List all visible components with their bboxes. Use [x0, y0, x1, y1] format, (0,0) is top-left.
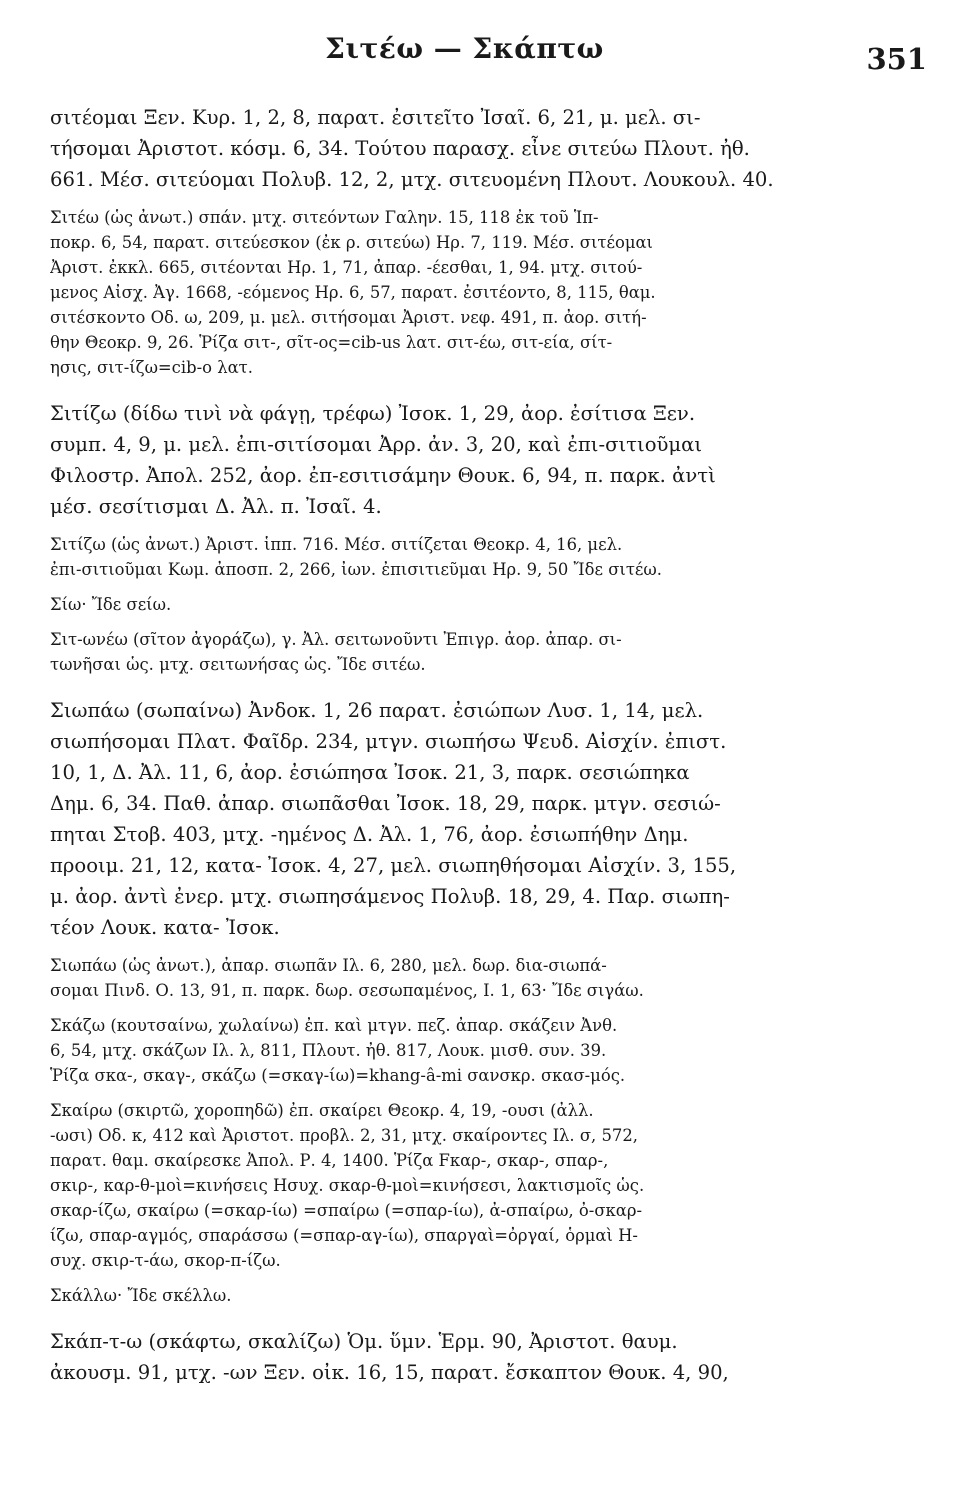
- entry-line: -ωσι) Οδ. κ, 412 καὶ Ἀριστοτ. προβλ. 2, 31, μτχ. σκαίροντες Ιλ. σ, 572,: [50, 1126, 638, 1145]
- entry-line: Σκαίρω (σκιρτῶ, χοροπηδῶ) ἐπ. σκαίρει Θεοκρ. 4, 19, -ουσι (ἀλλ.: [50, 1101, 594, 1120]
- entry-line: 661. Μέσ. σιτεύομαι Πολυβ. 12, 2, μτχ. σιτευομένη Πλουτ. Λουκουλ. 40.: [50, 168, 774, 191]
- entry-line: παρατ. θαμ. σκαίρεσκε Ἀπολ. Ρ. 4, 1400. Ῥίζα Fκαρ-, σκαρ-, σπαρ-,: [50, 1151, 609, 1170]
- entry-line: ἀκουσμ. 91, μτχ. -ων Ξεν. οἰκ. 16, 15, παρατ. ἔσκαπτον Θουκ. 4, 90,: [50, 1361, 729, 1384]
- dictionary-entry: [50, 205, 879, 380]
- entry-line: Σιτέω (ὡς ἀνωτ.) σπάν. μτχ. σιτεόντων Γαλην. 15, 118 ἐκ τοῦ Ἱπ-: [50, 208, 599, 227]
- entry-line: Σίω· Ἴδε σείω.: [50, 595, 172, 614]
- page-header: [50, 28, 927, 88]
- entry-line: Ἀριστ. ἐκκλ. 665, σιτέονται Ηρ. 1, 71, ἀπαρ. -έεσθαι, 1, 94. μτχ. σιτού-: [50, 258, 643, 277]
- entry-line: τωνῆσαι ὡς. μτχ. σειτωνήσας ὡς. Ἴδε σιτέω.: [50, 655, 426, 674]
- entry-line: πηται Στοβ. 403, μτχ. -ημένος Δ. Ἀλ. 1, 76, ἀορ. ἐσιωπήθην Δημ.: [50, 823, 689, 846]
- entry-line: σκαρ-ίζω, σκαίρω (=σκαρ-ίω) =σπαίρω (=σπαρ-ίω), ἀ-σπαίρω, ὀ-σκαρ-: [50, 1201, 643, 1220]
- entry-line: Σιτίζω (δίδω τινὶ νὰ φάγῃ, τρέφω) Ἰσοκ. 1, 29, ἀορ. ἐσίτισα Ξεν.: [50, 402, 696, 425]
- entry-line: Σιωπάω (ὡς ἀνωτ.), ἀπαρ. σιωπᾶν Ιλ. 6, 280, μελ. δωρ. δια-σιωπά-: [50, 956, 607, 975]
- entry-line: συμπ. 4, 9, μ. μελ. ἐπι-σιτίσομαι Ἀρρ. ἀν. 3, 20, καὶ ἐπι-σιτιοῦμαι: [50, 433, 703, 456]
- entry-line: σιτέσκοντο Οδ. ω, 209, μ. μελ. σιτήσομαι Ἀριστ. νεφ. 491, π. ἀορ. σιτή-: [50, 308, 647, 327]
- entry-line: σκιρ-, καρ-θ-μοὶ=κινήσεις Ησυχ. σκαρ-θ-μοὶ=κινήσεσι, λακτισμοῖς ὡς.: [50, 1176, 645, 1195]
- entry-line: ησις, σιτ-ίζω=cib-o λατ.: [50, 358, 253, 377]
- entry-line: Σκάλλω· Ἴδε σκέλλω.: [50, 1286, 232, 1305]
- dictionary-entry: [50, 592, 879, 617]
- running-head: Σιτέω — Σκάπτω: [325, 32, 604, 65]
- entry-line: μ. ἀορ. ἀντὶ ἐνερ. μτχ. σιωπησάμενος Πολυβ. 18, 29, 4. Παρ. σιωπη-: [50, 885, 730, 908]
- dictionary-entry: [50, 627, 879, 677]
- dictionary-entry: [50, 1098, 879, 1273]
- entry-line: Ῥίζα σκα-, σκαγ-, σκάζω (=σκαγ-ίω)=khang-â-mi σανσκρ. σκασ-μός.: [50, 1066, 626, 1085]
- entry-line: Σκάπ-τ-ω (σκάφτω, σκαλίζω) Ὁμ. ὕμν. Ἑρμ. 90, Ἀριστοτ. θαυμ.: [50, 1330, 678, 1353]
- entry-line: μέσ. σεσίτισμαι Δ. Ἀλ. π. Ἰσαῖ. 4.: [50, 495, 382, 518]
- entry-line: Φιλοστρ. Ἀπολ. 252, ἀορ. ἐπ-εσιτισάμην Θουκ. 6, 94, π. παρκ. ἀντὶ: [50, 464, 716, 487]
- dictionary-entry: [50, 953, 879, 1003]
- entry-line: μενος Αἰσχ. Ἀγ. 1668, -εόμενος Ηρ. 6, 57, παρατ. ἐσιτέοντο, 8, 115, θαμ.: [50, 283, 656, 302]
- entry-line: σομαι Πινδ. Ο. 13, 91, π. παρκ. δωρ. σεσωπαμένος, Ι. 1, 63· Ἴδε σιγάω.: [50, 981, 644, 1000]
- entry-line: σιτέομαι Ξεν. Κυρ. 1, 2, 8, παρατ. ἐσιτεῖτο Ἰσαῖ. 6, 21, μ. μελ. σι-: [50, 106, 701, 129]
- entries: [50, 102, 879, 1388]
- entry-line: 10, 1, Δ. Ἀλ. 11, 6, ἀορ. ἐσιώπησα Ἰσοκ. 21, 3, παρκ. σεσιώπηκα: [50, 761, 690, 784]
- page-number: 351: [866, 42, 927, 76]
- entry-line: ἐπι-σιτιοῦμαι Κωμ. ἀποσπ. 2, 266, ἰων. ἐπισιτιεῦμαι Ηρ. 9, 50 Ἴδε σιτέω.: [50, 560, 662, 579]
- entry-line: Σκάζω (κουτσαίνω, χωλαίνω) ἐπ. καὶ μτγν. πεζ. ἀπαρ. σκάζειν Ἀνθ.: [50, 1016, 618, 1035]
- entry-line: προοιμ. 21, 12, κατα- Ἰσοκ. 4, 27, μελ. σιωπηθήσομαι Αἰσχίν. 3, 155,: [50, 854, 737, 877]
- dictionary-entry: [50, 695, 879, 943]
- entry-line: Δημ. 6, 34. Παθ. ἀπαρ. σιωπᾶσθαι Ἰσοκ. 18, 29, παρκ. μτγν. σεσιώ-: [50, 792, 721, 815]
- dictionary-entry: [50, 1013, 879, 1088]
- dictionary-entry: [50, 532, 879, 582]
- entry-line: 6, 54, μτχ. σκάζων Ιλ. λ, 811, Πλουτ. ἠθ. 817, Λουκ. μισθ. συν. 39.: [50, 1041, 607, 1060]
- entry-line: τέον Λουκ. κατα- Ἰσοκ.: [50, 916, 280, 939]
- entry-line: ίζω, σπαρ-αγμός, σπαράσσω (=σπαρ-αγ-ίω), σπαργαὶ=ὀργαί, ὁρμαὶ Η-: [50, 1226, 638, 1245]
- dictionary-entry: [50, 1326, 879, 1388]
- entry-line: συχ. σκιρ-τ-άω, σκορ-π-ίζω.: [50, 1251, 281, 1270]
- entry-line: τήσομαι Ἀριστοτ. κόσμ. 6, 34. Τούτου παρασχ. εἶνε σιτεύω Πλουτ. ἠθ.: [50, 137, 750, 160]
- dictionary-entry: [50, 398, 879, 522]
- entry-line: Σιωπάω (σωπαίνω) Ἀνδοκ. 1, 26 παρατ. ἐσιώπων Λυσ. 1, 14, μελ.: [50, 699, 704, 722]
- entry-line: Σιτ-ωνέω (σῖτον ἀγοράζω), γ. Ἀλ. σειτωνοῦντι Ἐπιγρ. ἀορ. ἀπαρ. σι-: [50, 630, 622, 649]
- entry-line: ποκρ. 6, 54, παρατ. σιτεύεσκον (ἐκ ρ. σιτεύω) Ηρ. 7, 119. Μέσ. σιτέομαι: [50, 233, 653, 252]
- entry-line: σιωπήσομαι Πλατ. Φαῖδρ. 234, μτγν. σιωπήσω Ψευδ. Αἰσχίν. ἐπιστ.: [50, 730, 727, 753]
- dictionary-entry: [50, 102, 879, 195]
- dictionary-entry: [50, 1283, 879, 1308]
- entry-line: θην Θεοκρ. 9, 26. Ῥίζα σιτ-, σῖτ-ος=cib-us λατ. σιτ-έω, σιτ-εία, σίτ-: [50, 333, 613, 352]
- entry-line: Σιτίζω (ὡς ἀνωτ.) Ἀριστ. ἱππ. 716. Μέσ. σιτίζεται Θεοκρ. 4, 16, μελ.: [50, 535, 623, 554]
